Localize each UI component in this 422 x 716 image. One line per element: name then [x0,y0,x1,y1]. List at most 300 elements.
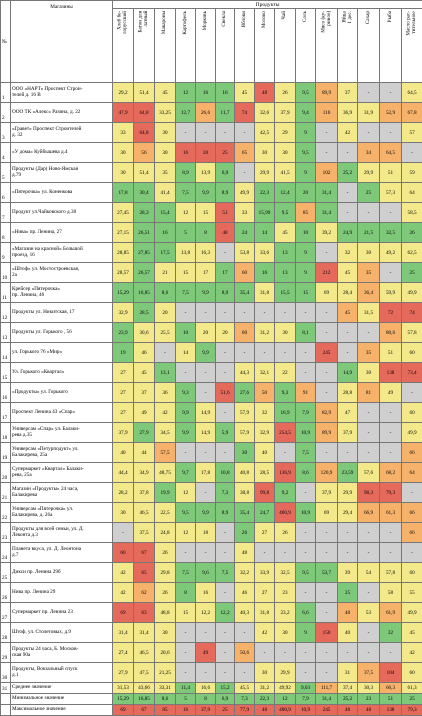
price-cell: - [196,663,216,683]
price-cell: 37,9 [196,705,216,716]
price-cell: 69 [113,705,134,716]
price-cell: - [316,443,338,463]
shop-name: ООО ТК «Алекс» Разина, д. 22 [11,103,113,123]
price-cell: 25 [402,263,422,283]
price-cell: 8,9 [216,503,235,523]
price-cell: 49,9 [402,603,422,623]
price-cell: 51,4 [134,163,155,183]
price-cell: 35,4 [235,503,255,523]
price-cell: 10,9 [296,423,316,443]
price-cell: 20 [196,323,216,343]
price-cell: 30 [358,363,380,383]
price-cell: 30 [113,143,134,163]
price-cell: 13 [275,243,296,263]
price-cell: 28,3 [134,203,155,223]
price-cell: 51 [380,343,402,363]
price-cell: 55 [402,583,422,603]
shop-name: Продукты ул. Горького , 56 [11,323,113,343]
price-cell: - [402,143,422,163]
price-cell: 44,3 [235,363,255,383]
price-cell: 45 [402,623,422,643]
price-cell: 25 [402,694,422,705]
row-number: 27 [1,603,11,623]
price-cell: 67 [134,543,155,563]
price-cell: - [275,343,296,363]
table-row [1,343,422,363]
price-cell: 15,5 [275,283,296,303]
price-cell: 24,9 [338,223,358,243]
price-cell: 32,5 [275,563,296,583]
header-shops: Магазины [11,1,113,83]
price-cell: 26,6 [196,103,216,123]
price-cell: 46,5 [134,643,155,663]
price-cell: 8 [196,694,216,705]
table-row [1,563,422,583]
price-cell: 66 [402,523,422,543]
shop-name: Супермаркет пр. Ленина 23 [11,603,113,623]
price-cell: 77,9 [235,705,255,716]
price-cell: 9,9 [196,503,216,523]
price-cell: - [176,663,196,683]
price-cell: 31,53 [113,683,134,694]
header-number: № [1,1,11,83]
price-cell: 30 [155,143,176,163]
row-number: 15 [1,363,11,383]
price-cell: 26 [275,523,296,543]
price-cell: 7,5 [296,443,316,463]
price-cell: - [196,623,216,643]
column-header [255,9,275,83]
price-cell: - [235,663,255,683]
price-cell: 42 [113,583,134,603]
price-cell: 58 [380,583,402,603]
price-cell: 23,2 [275,603,296,623]
price-cell: 45 [338,263,358,283]
price-cell: 60 [113,543,134,563]
price-cell: - [358,643,380,663]
price-cell: 64,8 [134,103,155,123]
price-cell: 245 [316,343,338,363]
shop-name: Универсам «Пятерочка» ул. Балакирева, д. 26а [11,503,113,523]
price-cell: 37 [338,83,358,103]
table-row [1,623,422,643]
price-cell: 9,4 [296,103,316,123]
price-cell: - [296,583,316,603]
price-cell: 27,6 [235,383,255,403]
price-cell: 28,8 [338,383,358,403]
price-cell: 26 [402,223,422,243]
shop-name: Штоф, ул. Столетовых, д.9 [11,623,113,643]
price-cell: - [275,443,296,463]
row-number: 19 [1,443,11,463]
shop-name: «Магазин на красной» Большой проезд, 16 [11,243,113,263]
price-cell: 120,9 [316,463,338,483]
row-number: 31 [1,683,11,694]
price-cell: 51,6 [216,383,235,403]
shop-name: Продукты, Вокзальный спуск д.1 [11,663,113,683]
price-cell: 40 [255,443,275,463]
price-cell: 60 [402,403,422,423]
price-cell: 13,1 [155,363,176,383]
row-number: 9 [1,243,11,263]
price-cell: 61,3 [380,503,402,523]
price-cell: 16 [255,263,275,283]
price-cell: 14,9 [196,403,216,423]
price-cell: - [338,183,358,203]
column-header-label: Свекла [222,11,228,27]
price-cell: 8,9 [216,283,235,303]
price-cell: - [358,123,380,143]
table-row [1,243,422,263]
price-cell: 64 [402,183,422,203]
price-cell: 42 [255,623,275,643]
price-cell: - [380,523,402,543]
price-cell: 15,4 [155,203,176,223]
price-cell: 9,9 [176,403,196,423]
shop-name: Проспект Ленина 43 «Спар» [11,403,113,423]
price-cell: 49,2 [380,243,402,263]
price-cell: 29,2 [113,83,134,103]
price-cell: 32 [338,243,358,263]
price-cell: 29,9 [358,163,380,183]
summary-row [1,683,422,694]
price-cell: 37 [134,383,155,403]
price-cell: 12,2 [216,603,235,623]
row-number: 26 [1,583,11,603]
price-cell: 26 [155,543,176,563]
price-cell: - [296,483,316,503]
price-cell: 23,59 [338,463,358,483]
price-cell: - [275,543,296,563]
price-cell: 15,29 [113,283,134,303]
price-cell: - [338,443,358,463]
price-cell: - [358,443,380,463]
price-cell: 12,2 [196,603,216,623]
price-cell: - [296,523,316,543]
price-cell: 40 [338,623,358,643]
price-cell: 48 [255,83,275,103]
price-cell: - [196,443,216,463]
price-cell: 24 [235,223,255,243]
price-cell: 48 [338,705,358,716]
price-cell: 37,5 [358,663,380,683]
price-cell: 32 [255,403,275,423]
price-cell: 7,3 [216,483,235,503]
price-cell: 21,5 [358,223,380,243]
price-cell: 138 [380,363,402,383]
price-cell: 25,2 [338,163,358,183]
price-cell: 6,9 [216,163,235,183]
price-cell: 67 [134,705,155,716]
price-cell: 30 [113,163,134,183]
price-cell: 15,99 [255,203,275,223]
price-cell: 13,8 [176,243,196,263]
price-cell: - [235,163,255,183]
price-cell: 51,4 [134,83,155,103]
row-number: 21 [1,483,11,503]
price-cell: 85 [155,705,176,716]
price-cell: 46 [134,343,155,363]
price-cell: 29,8 [155,563,176,583]
price-cell: 28,5 [255,463,275,483]
price-cell: 51 [380,163,402,183]
price-cell: 60 [402,663,422,683]
price-cell: 30 [155,623,176,643]
price-cell: 66 [402,503,422,523]
price-cell: 27 [113,383,134,403]
price-cell: 32,6 [255,103,275,123]
price-cell: - [358,623,380,643]
row-number: 8 [1,223,11,243]
row-number: 5 [1,163,11,183]
table-row [1,523,422,543]
price-cell: 31,8 [255,283,275,303]
column-header [275,9,296,83]
shop-name: Продукты для всей семьи, ул. Д. Леконта д.3 [11,523,113,543]
price-cell: - [296,643,316,663]
price-cell: - [380,643,402,663]
price-cell: 57,8 [380,563,402,583]
price-cell: - [216,643,235,663]
price-cell: 49,9 [235,183,255,203]
price-cell: - [338,543,358,563]
price-cell: 42 [155,403,176,423]
price-cell: - [358,83,380,103]
price-cell: 48 [358,705,380,716]
price-cell: 245 [316,705,338,716]
price-cell: 17,8 [113,183,134,203]
row-number: 13 [1,323,11,343]
price-cell: 150 [316,623,338,643]
price-cell: - [380,423,402,443]
column-header [176,9,196,83]
table-row [1,643,422,663]
price-cell: - [216,303,235,323]
column-header [358,9,380,83]
price-cell: 37,4 [338,683,358,694]
column-header [380,9,402,83]
column-header [196,9,216,83]
price-cell: 9,3 [176,383,196,403]
price-cell: - [358,203,380,223]
row-number: 28 [1,623,11,643]
price-cell: 64,5 [402,83,422,103]
price-cell: 32,2 [235,563,255,583]
price-cell: - [216,403,235,423]
price-cell: 29,9 [255,163,275,183]
price-cell: - [316,323,338,343]
price-cell: 57,5 [155,443,176,463]
price-cell: 19,9 [155,483,176,503]
table-row [1,303,422,323]
price-cell: 30 [275,143,296,163]
table-row [1,483,422,503]
price-cell: - [338,523,358,543]
summary-row [1,694,422,705]
table-row [1,503,422,523]
shop-name: Нива пр. Ленина 29 [11,583,113,603]
price-cell: 49 [196,643,216,663]
price-cell: 27,45 [113,203,134,223]
price-cell: 36,4 [358,283,380,303]
table-row [1,403,422,423]
column-header-label: Картофель [183,11,189,35]
price-cell: - [155,343,176,363]
price-cell: 57,3 [380,183,402,203]
price-cell: 37,9 [113,423,134,443]
price-cell: - [196,483,216,503]
price-cell: 9 [296,623,316,643]
price-cell: - [316,523,338,543]
price-cell: 26,57 [134,263,155,283]
price-cell: 37,9 [338,423,358,443]
price-cell: - [176,543,196,563]
price-cell: 50 [255,383,275,403]
price-cell: 8 [176,583,196,603]
shop-name: Крейсер «Пятерочка» пр. Ленина, 46 [11,283,113,303]
price-cell: 41,5 [275,163,296,183]
price-cell: 7,5 [176,563,196,583]
price-cell: 85 [296,203,316,223]
shop-name: Продукты 24 часа, Б. Москов- ская 90а [11,643,113,663]
price-cell: 32,9 [255,423,275,443]
price-cell: 111,7 [316,683,338,694]
column-header [316,9,338,83]
price-cell: 48,8 [155,603,176,623]
price-cell: - [316,383,338,403]
price-cell: 7,5 [176,283,196,303]
price-cell: 79,3 [402,705,422,716]
price-cell: 30 [255,663,275,683]
price-cell: 9,7 [176,463,196,483]
price-cell: 13,9 [196,163,216,183]
shop-name: Продукт ул.Чайковского д.30 [11,203,113,223]
price-cell: 8,6 [155,283,176,303]
price-cell: - [358,323,380,343]
price-cell: 9 [296,163,316,183]
price-cell: 12 [176,203,196,223]
price-cell: 48,75 [155,463,176,483]
price-cell: 110 [316,103,338,123]
price-cell: 41,4 [155,183,176,203]
price-cell: 9,5 [296,83,316,103]
price-cell: 64,8 [134,123,155,143]
column-header-label: Хлеб бе- лорусский [117,11,128,34]
price-cell: - [316,303,338,323]
price-cell: 9,5 [176,503,196,523]
price-cell: 54 [358,563,380,583]
price-cell: - [316,543,338,563]
price-cell: 48 [235,543,255,563]
row-number: 29 [1,643,11,663]
row-number: 2 [1,103,11,123]
price-cell: 17 [216,263,235,283]
price-cell: 27,9 [113,663,134,683]
price-cell: - [275,643,296,663]
price-cell: 74 [402,303,422,323]
price-cell: 10,9 [296,705,316,716]
price-cell: - [380,203,402,223]
price-cell: 23 [275,583,296,603]
price-cell: 400,9 [275,503,296,523]
price-cell: 65 [134,563,155,583]
price-cell: 30 [358,243,380,263]
price-cell: 36,9 [338,103,358,123]
price-cell: 46 [235,583,255,603]
price-cell: 18 [196,523,216,543]
price-cell: - [316,363,338,383]
price-cell: 20 [155,303,176,323]
price-cell: 31,8 [255,603,275,623]
price-cell: 8,9 [176,163,196,183]
price-cell: 47,5 [134,663,155,683]
price-cell: 28,2 [113,483,134,503]
price-cell: 9 [296,263,316,283]
price-cell: 16 [196,83,216,103]
price-cell: 11,7 [216,103,235,123]
price-cell: 15 [296,283,316,303]
price-cell: - [196,123,216,143]
price-cell: 7,5 [216,563,235,583]
price-cell: 61,9 [380,603,402,623]
price-cell: 16 [176,143,196,163]
row-number: 25 [1,563,11,583]
shop-name: ул. Горького 76 «Мир» [11,343,113,363]
price-cell: 31,4 [113,623,134,643]
price-cell: 26 [235,523,255,543]
shop-name: Универсам «Петурподукт» ул. Балакирева, 25а [11,443,113,463]
table-row [1,583,422,603]
price-cell: 32,1 [255,363,275,383]
summary-row [1,705,422,716]
price-cell: 28,4 [338,283,358,303]
price-cell: 47 [338,403,358,423]
row-number: 7 [1,203,11,223]
shop-name: «Продукты» ул. Горького [11,383,113,403]
price-cell: 12,4 [275,183,296,203]
price-cell: - [235,123,255,143]
price-cell: - [380,443,402,463]
price-cell: 16 [176,705,196,716]
price-cell: - [296,303,316,323]
price-cell: 49 [380,383,402,403]
price-cell: 40,8 [235,463,255,483]
price-cell: 57 [402,123,422,143]
price-cell: - [216,523,235,543]
price-cell: - [402,383,422,403]
price-cell: 25 [216,705,235,716]
price-cell: - [338,343,358,363]
price-cell: 27,85 [134,243,155,263]
price-cell: 12 [176,483,196,503]
price-cell: 22,3 [255,694,275,705]
price-cell: - [235,623,255,643]
column-header [402,9,422,83]
price-cell: 34,5 [155,423,176,443]
price-cell: 9,9 [196,343,216,363]
price-cell: - [176,643,196,663]
price-cell: - [235,343,255,363]
price-cell: - [113,523,134,543]
price-cell: - [402,543,422,563]
price-cell: 68,2 [380,463,402,483]
price-cell: 61,3 [402,683,422,694]
price-cell: 48 [255,705,275,716]
price-cell: 21,25 [155,663,176,683]
column-header-label: Рыба [388,11,394,22]
price-cell: 37,5 [134,523,155,543]
price-cell: - [255,543,275,563]
